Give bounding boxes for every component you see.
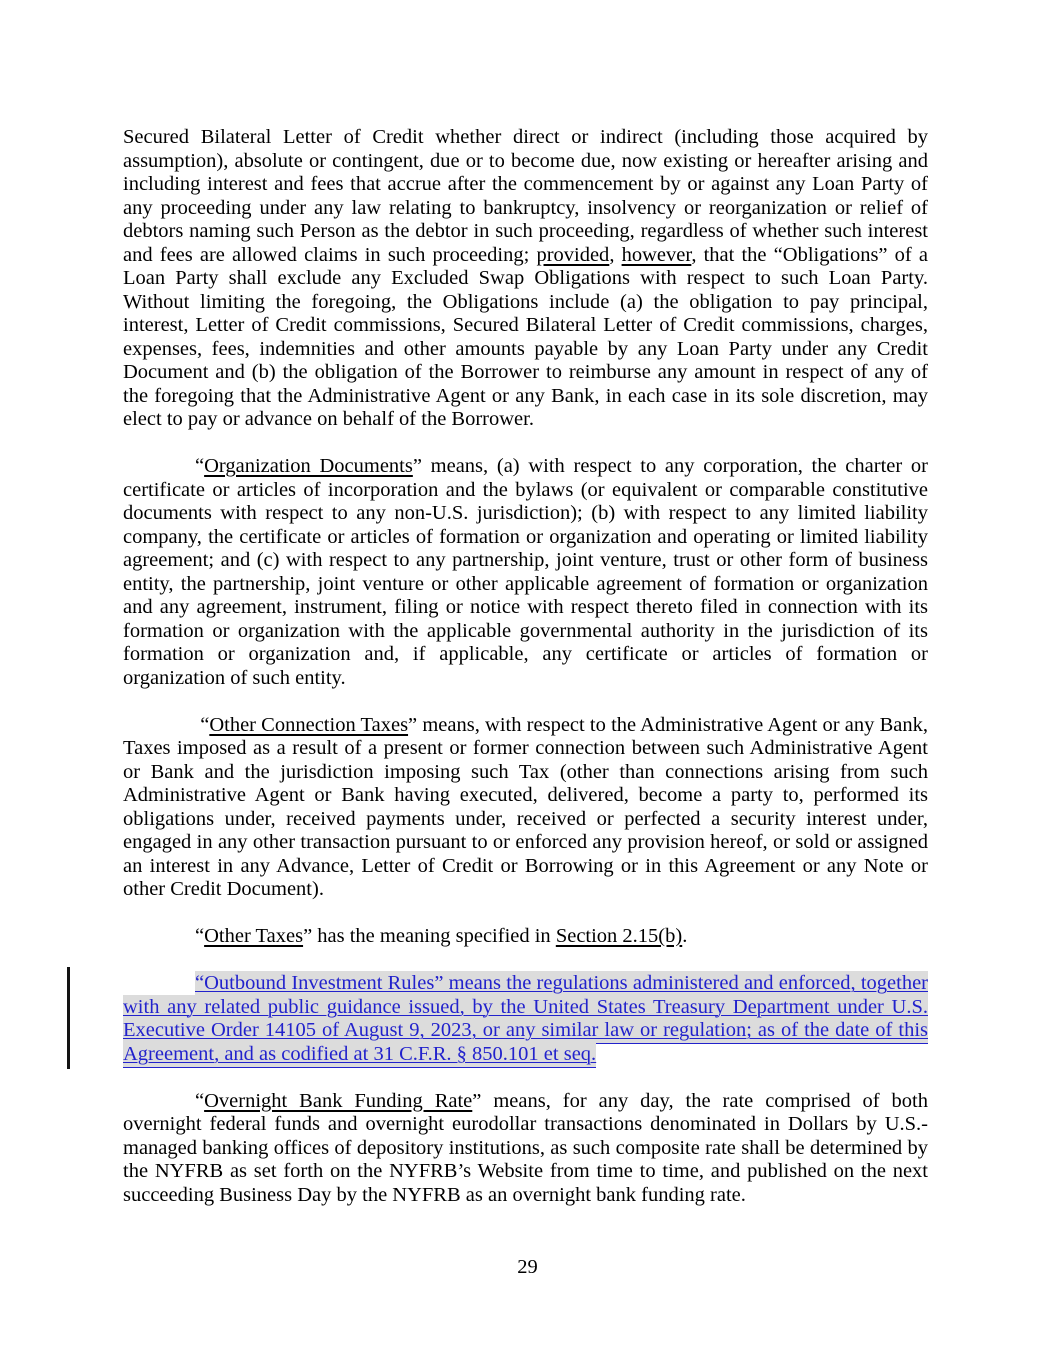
- body-text-run: Secured Bilateral Letter of Credit whether direct or indirect (including those acquired by assumption), absolute or contingent, due or to become due, now existing or hereafter arising and including interest and fees that accrue after the commencement by or against any Loan Party of any proceeding under any law relating to bankruptcy, insolvency or reorganization or relief of debtors naming such Person as the debtor in such proceeding, regardless of whether such interest and fees are allowed claims in such proceeding;: [123, 126, 928, 266]
- body-text-run: “: [195, 455, 205, 477]
- page-number: 29: [517, 1256, 538, 1278]
- body-text-run: ” means, for any day, the rate comprised of both overnight federal funds and overnight eurodollar transactions denominated in Dollars by U.S.-managed banking offices of depository institutions, as such composite rate shall be determined by the NYFRB as set forth on the NYFRB’s Website from time to time, and published on the next succeeding Business Day by the NYFRB as an overnight bank funding rate.: [123, 1089, 929, 1206]
- paragraph-outbound-investment-rules: [123, 972, 928, 1066]
- body-text-run: .: [682, 925, 688, 947]
- paragraph-other-taxes: [123, 925, 928, 949]
- underlined-term: Other Connection Taxes: [209, 713, 409, 736]
- underlined-term: however: [621, 243, 692, 266]
- body-text-run: “: [195, 925, 205, 947]
- inserted-text: “Outbound Investment Rules” means the regulations administered and enforced, together with any related public guidance issued, by the United States Treasury Department under U.S. Executive Order 14105 of August 9, 2023, or any similar law or regulation; as of the date of this Agreement, and as codified at 31 C.F.R. § 850.101 et seq.: [123, 971, 928, 1068]
- underlined-term: Organization Documents: [204, 455, 413, 477]
- body-text-run: ” means, (a) with respect to any corporation, the charter or certificate or articles of incorporation and the bylaws (or equivalent or comparable constitutive documents with respect to any non-U.S. jurisdiction); (b) with respect to any limited liability company, the certificate or articles of formation or organization and operating or limited liability agreement; and (c) with respect to any partnership, joint venture, trust or other form of business entity, the partnership, joint venture or other applicable agreement of formation or organization and any agreement, instrument, filing or notice with respect thereto filed in connection with its formation or organization with the applicable governmental authority in the jurisdiction of its formation or organization and, if applicable, any certificate or articles of formation or organization of such entity.: [123, 455, 928, 689]
- paragraph-overnight-bank-funding-rate: [123, 1090, 928, 1208]
- paragraph-obligations-continuation: [123, 126, 928, 432]
- body-text-run: “: [195, 713, 210, 736]
- document-body: [123, 126, 928, 1207]
- body-text-run: ” has the meaning specified in: [303, 925, 556, 947]
- body-text-run: ,: [609, 243, 622, 266]
- underlined-term: Overnight Bank Funding Rate: [204, 1089, 473, 1112]
- body-text-run: , that the “Obligations” of a Loan Party shall exclude any Excluded Swap Obligations with respect to such Loan Party. Without limiting the foregoing, the Obligations include (a) the obligation to pay principal, interest, Letter of Credit commissions, Secured Bilateral Letter of Credit commissions, charges, expenses, fees, indemnities and other amounts payable by any Loan Party under any Credit Document and (b) the obligation of the Borrower to reimburse any amount in respect of any of the foregoing that the Administrative Agent or any Bank, in each case in its sole discretion, may elect to pay or advance on behalf of the Borrower.: [123, 243, 928, 430]
- change-bar-icon: [67, 967, 70, 1069]
- body-text-run: ” means, with respect to the Administrative Agent or any Bank, Taxes imposed as a result of a present or former connection between such Administrative Agent or Bank and the jurisdiction imposing such Tax (other than connections arising from such Administrative Agent or Bank having executed, delivered, become a party to, performed its obligations under, received payments under, received or perfected a security interest under, engaged in any other transaction pursuant to or enforced any provision hereof, or sold or assigned an interest in any Advance, Letter of Credit or Borrowing or in this Agreement or any Note or other Credit Document).: [123, 713, 928, 900]
- paragraph-organization-documents: [123, 455, 928, 690]
- paragraph-other-connection-taxes: [123, 714, 928, 902]
- body-text-run: “: [195, 1089, 205, 1112]
- underlined-term: Other Taxes: [204, 925, 304, 947]
- underlined-term: Section 2.15(b): [555, 925, 683, 947]
- underlined-term: provided: [536, 243, 610, 266]
